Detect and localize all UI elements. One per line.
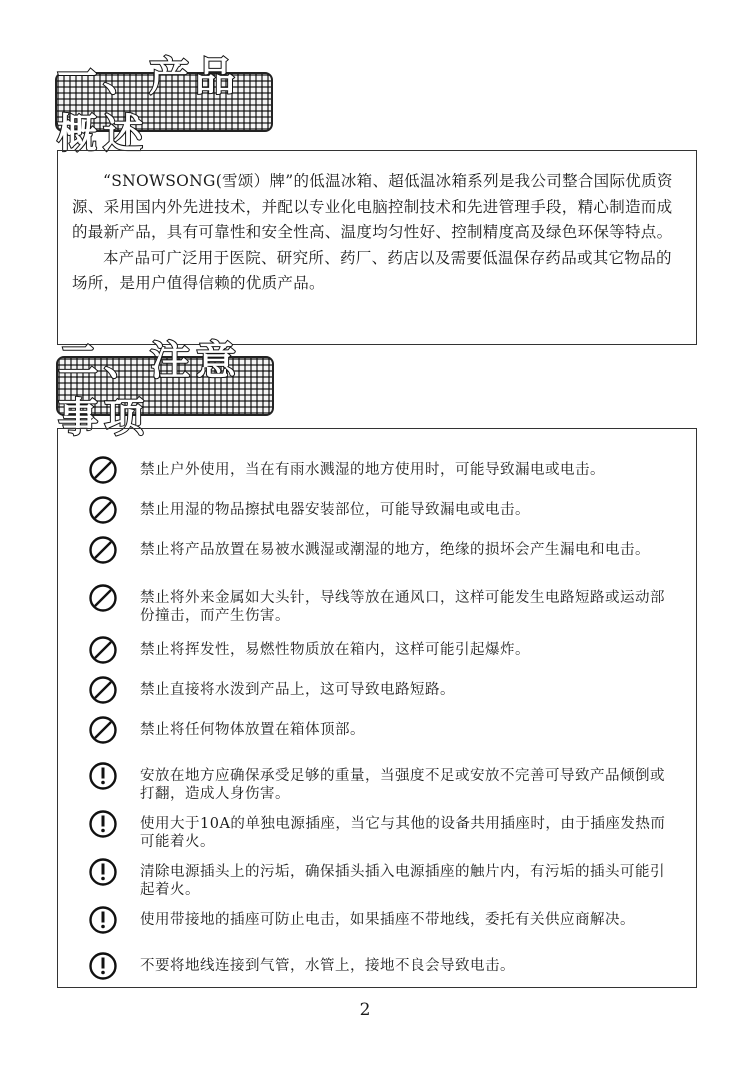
notice-text: 使用带接地的插座可防止电击，如果插座不带地线，委托有关供应商解决。 (140, 912, 635, 928)
notice-item (88, 635, 678, 675)
prohibition-icon (88, 635, 118, 665)
notice-item (88, 951, 678, 991)
notice-text: 禁止将产品放置在易被水溅湿或潮湿的地方，绝缘的损坏会产生漏电和电击。 (140, 542, 650, 558)
section-heading-text: 二、注意事项 (58, 338, 242, 441)
notice-text: 禁止将挥发性，易燃性物质放在箱内，这样可能引起爆炸。 (140, 642, 530, 658)
notice-text: 禁止将任何物体放置在箱体顶部。 (140, 722, 365, 738)
caution-icon (88, 905, 118, 935)
caution-icon (88, 761, 118, 791)
caution-icon (88, 809, 118, 839)
overview-box (57, 150, 697, 345)
prohibition-icon (88, 715, 118, 745)
caution-icon (88, 857, 118, 887)
prohibition-icon (88, 675, 118, 705)
prohibition-icon (88, 455, 118, 485)
page-number: 2 (359, 1000, 371, 1020)
section-heading-notice (56, 338, 274, 441)
notice-text: 禁止将外来金属如大头针，导线等放在通风口，这样可能发生电路短路或运动部份撞击，而产生伤害。 (140, 590, 665, 624)
notice-text: 清除电源插头上的污垢，确保插头插入电源插座的触片内，有污垢的插头可能引起着火。 (140, 864, 665, 898)
notice-item (88, 583, 678, 635)
notice-item (88, 675, 678, 715)
notice-item (88, 715, 678, 761)
notice-text: 禁止用湿的物品擦拭电器安装部位，可能导致漏电或电击。 (140, 502, 530, 518)
section-heading-overview (55, 54, 273, 157)
notice-text: 不要将地线连接到气管，水管上，接地不良会导致电击。 (140, 958, 515, 974)
notice-item (88, 857, 678, 905)
prohibition-icon (88, 495, 118, 525)
prohibition-icon (88, 535, 118, 565)
notice-item (88, 761, 678, 809)
notice-text: 安放在地方应确保承受足够的重量，当强度不足或安放不完善可导致产品倾倒或打翻，造成人身伤害。 (140, 768, 665, 802)
notice-text: 使用大于10A的单独电源插座，当它与其他的设备共用插座时，由于插座发热而可能着火。 (140, 816, 666, 850)
overview-paragraph-2: 本产品可广泛用于医院、研究所、药厂、药店以及需要低温保存药品或其它物品的场所，是用户值得信赖的优质产品。 (72, 248, 672, 292)
notice-item (88, 535, 678, 583)
notice-box (57, 428, 697, 988)
notice-item (88, 495, 678, 535)
prohibition-icon (88, 583, 118, 613)
section-heading-text: 一、产品概述 (57, 54, 241, 157)
overview-paragraph-1: “SNOWSONG(雪颂）牌”的低温冰箱、超低温冰箱系列是我公司整合国际优质资源、采用国内外先进技术，并配以专业化电脑控制技术和先进管理手段，精心制造而成的最新产品，具有可靠性和安全性高、温度均匀性好、控制精度高及绿色环保等特点。 (72, 172, 673, 241)
notice-list (88, 455, 678, 991)
notice-item (88, 809, 678, 857)
notice-text: 禁止户外使用，当在有雨水溅湿的地方使用时，可能导致漏电或电击。 (140, 462, 605, 478)
caution-icon (88, 951, 118, 981)
notice-item (88, 455, 678, 495)
notice-item (88, 905, 678, 951)
notice-text: 禁止直接将水泼到产品上，这可导致电路短路。 (140, 682, 455, 698)
